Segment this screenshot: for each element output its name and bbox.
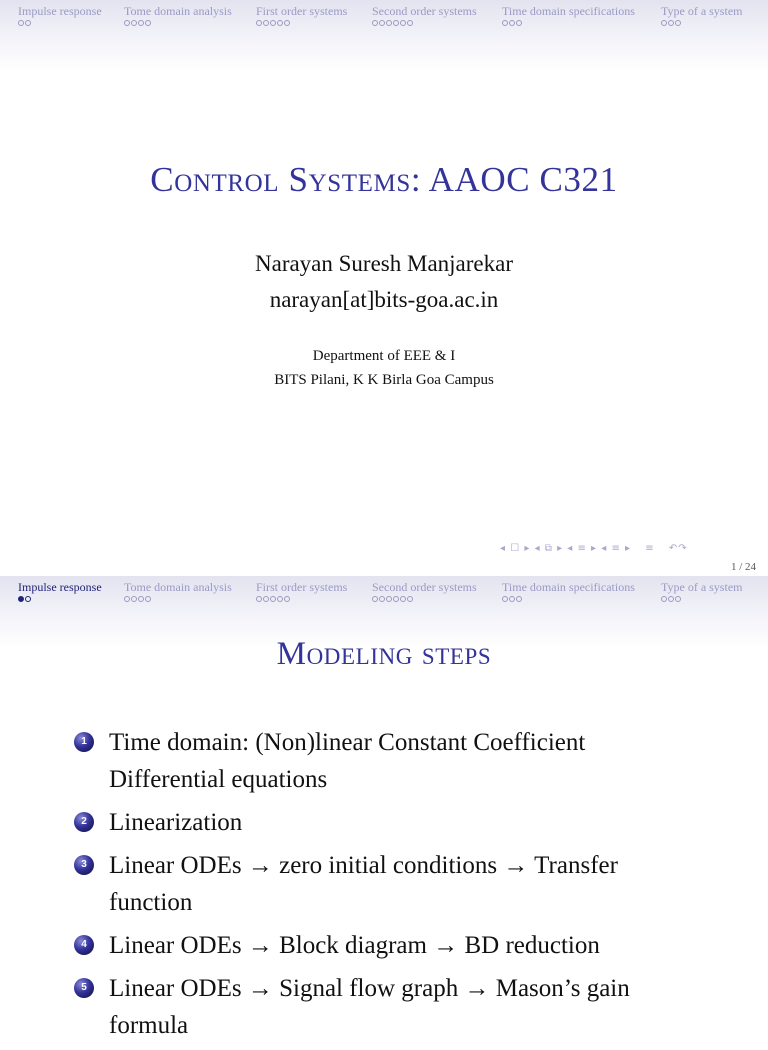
frame-nav-icon[interactable]: ◂ ☐ ▸ (500, 543, 531, 554)
nav-frame-dot[interactable] (256, 20, 262, 26)
nav-section-title[interactable]: Type of a system (661, 4, 743, 18)
nav-frame-dot[interactable] (400, 20, 406, 26)
institute-block (0, 344, 768, 392)
nav-frame-dot[interactable] (18, 20, 24, 26)
nav-frame-dot[interactable] (386, 596, 392, 602)
nav-section-title[interactable]: Impulse response (18, 4, 102, 18)
nav-frame-dot[interactable] (372, 20, 378, 26)
nav-section-type-of-a-system[interactable] (661, 580, 742, 606)
nav-frame-dot[interactable] (661, 20, 667, 26)
author-block (0, 246, 768, 318)
nav-section-title[interactable]: Second order systems (372, 580, 477, 594)
subsubsection-nav-icon[interactable]: ◂ ≡ ▸ (601, 543, 632, 554)
nav-section-time-domain-analysis[interactable] (124, 580, 232, 606)
nav-section-title[interactable]: Tome domain analysis (124, 580, 232, 594)
nav-frame-dot[interactable] (675, 20, 681, 26)
nav-frame-dot[interactable] (516, 20, 522, 26)
author-name: Narayan Suresh Manjarekar (255, 251, 513, 276)
nav-section-title[interactable]: Time domain specifications (502, 580, 635, 594)
nav-frame-dot[interactable] (270, 20, 276, 26)
subsection-nav-icon[interactable]: ◂ ⧉ ▸ (534, 543, 564, 554)
list-item-text: Linearization (109, 809, 243, 836)
nav-section-title[interactable]: First order systems (256, 4, 348, 18)
appendix-nav-icon[interactable]: ≡ (645, 543, 655, 554)
nav-frame-dot[interactable] (284, 596, 290, 602)
list-item-text: Linear ODEs → Block diagram → BD reduction (109, 932, 600, 959)
nav-section-second-order-systems[interactable] (372, 4, 477, 30)
nav-section-type-of-a-system[interactable] (661, 4, 742, 30)
nav-section-title[interactable]: Tome domain analysis (124, 4, 232, 18)
nav-section-title[interactable]: Second order systems (372, 4, 477, 18)
list-item (72, 724, 672, 798)
nav-section-time-domain-analysis[interactable] (124, 4, 232, 30)
nav-frame-dot[interactable] (661, 596, 667, 602)
nav-frame-dot[interactable] (668, 20, 674, 26)
page-number: 1 / 24 (730, 561, 756, 573)
nav-frame-dot[interactable] (386, 20, 392, 26)
beamer-navigation-symbols (500, 543, 688, 554)
enumerate-ball-icon: 3 (74, 855, 94, 875)
list-item-text: Linear ODEs → Signal flow graph → Mason’s gain formula (109, 975, 630, 1039)
author-email: narayan[at]bits-goa.ac.in (269, 287, 499, 312)
nav-frame-dot[interactable] (138, 596, 144, 602)
list-item (72, 804, 672, 841)
nav-frame-dot[interactable] (145, 596, 151, 602)
enumerate-ball-icon: 5 (74, 978, 94, 998)
enumerate-ball-icon: 1 (74, 732, 94, 752)
nav-frame-dot[interactable] (138, 20, 144, 26)
search-nav-icon[interactable]: ↶↷ (668, 543, 688, 554)
nav-section-impulse-response[interactable] (18, 580, 102, 606)
nav-frame-dot[interactable] (509, 596, 515, 602)
nav-frame-dot-current[interactable] (18, 596, 24, 602)
nav-section-title[interactable]: Time domain specifications (502, 4, 635, 18)
nav-section-title[interactable]: First order systems (256, 580, 348, 594)
nav-frame-dot[interactable] (516, 596, 522, 602)
modeling-steps-list (72, 724, 672, 1050)
nav-frame-dot[interactable] (393, 596, 399, 602)
nav-frame-dot[interactable] (509, 20, 515, 26)
nav-section-first-order-systems[interactable] (256, 580, 347, 606)
nav-frame-dot[interactable] (284, 20, 290, 26)
modeling-steps-slide (0, 576, 768, 1039)
nav-section-first-order-systems[interactable] (256, 4, 347, 30)
list-item (72, 847, 672, 921)
list-item-text: Linear ODEs → zero initial conditions → Transfer function (109, 852, 618, 916)
nav-frame-dot[interactable] (407, 20, 413, 26)
list-item (72, 970, 672, 1044)
nav-frame-dot[interactable] (25, 596, 31, 602)
nav-section-impulse-response[interactable] (18, 4, 102, 30)
nav-frame-dot[interactable] (675, 596, 681, 602)
nav-frame-dot[interactable] (263, 20, 269, 26)
nav-frame-dot[interactable] (131, 596, 137, 602)
nav-section-title-active[interactable]: Impulse response (18, 580, 102, 594)
nav-section-title[interactable]: Type of a system (661, 580, 743, 594)
nav-frame-dot[interactable] (400, 596, 406, 602)
nav-frame-dot[interactable] (25, 20, 31, 26)
nav-frame-dot[interactable] (379, 20, 385, 26)
nav-section-time-domain-specifications[interactable] (502, 580, 635, 606)
nav-frame-dot[interactable] (379, 596, 385, 602)
nav-frame-dot[interactable] (270, 596, 276, 602)
frame-title: Modeling steps (276, 636, 492, 672)
nav-frame-dot[interactable] (407, 596, 413, 602)
institute-department: Department of EEE & I (312, 348, 456, 364)
nav-frame-dot[interactable] (145, 20, 151, 26)
institute-campus: BITS Pilani, K K Birla Goa Campus (274, 372, 494, 388)
list-item (72, 927, 672, 964)
list-item-text: Time domain: (Non)linear Constant Coefficient Differential equations (109, 729, 586, 793)
navigation-bar (0, 0, 768, 72)
section-nav-icon[interactable]: ◂ ≡ ▸ (567, 543, 598, 554)
nav-frame-dot[interactable] (393, 20, 399, 26)
nav-section-second-order-systems[interactable] (372, 580, 477, 606)
enumerate-ball-icon: 4 (74, 935, 94, 955)
nav-frame-dot[interactable] (502, 20, 508, 26)
nav-frame-dot[interactable] (124, 596, 130, 602)
nav-frame-dot[interactable] (263, 596, 269, 602)
nav-frame-dot[interactable] (124, 20, 130, 26)
nav-frame-dot[interactable] (372, 596, 378, 602)
presentation-title: Control Systems: AAOC C321 (150, 160, 618, 199)
nav-frame-dot[interactable] (256, 596, 262, 602)
nav-frame-dot[interactable] (502, 596, 508, 602)
nav-section-time-domain-specifications[interactable] (502, 4, 635, 30)
enumerate-ball-icon: 2 (74, 812, 94, 832)
nav-frame-dot[interactable] (668, 596, 674, 602)
nav-frame-dot[interactable] (131, 20, 137, 26)
nav-frame-dot[interactable] (277, 596, 283, 602)
nav-frame-dot[interactable] (277, 20, 283, 26)
